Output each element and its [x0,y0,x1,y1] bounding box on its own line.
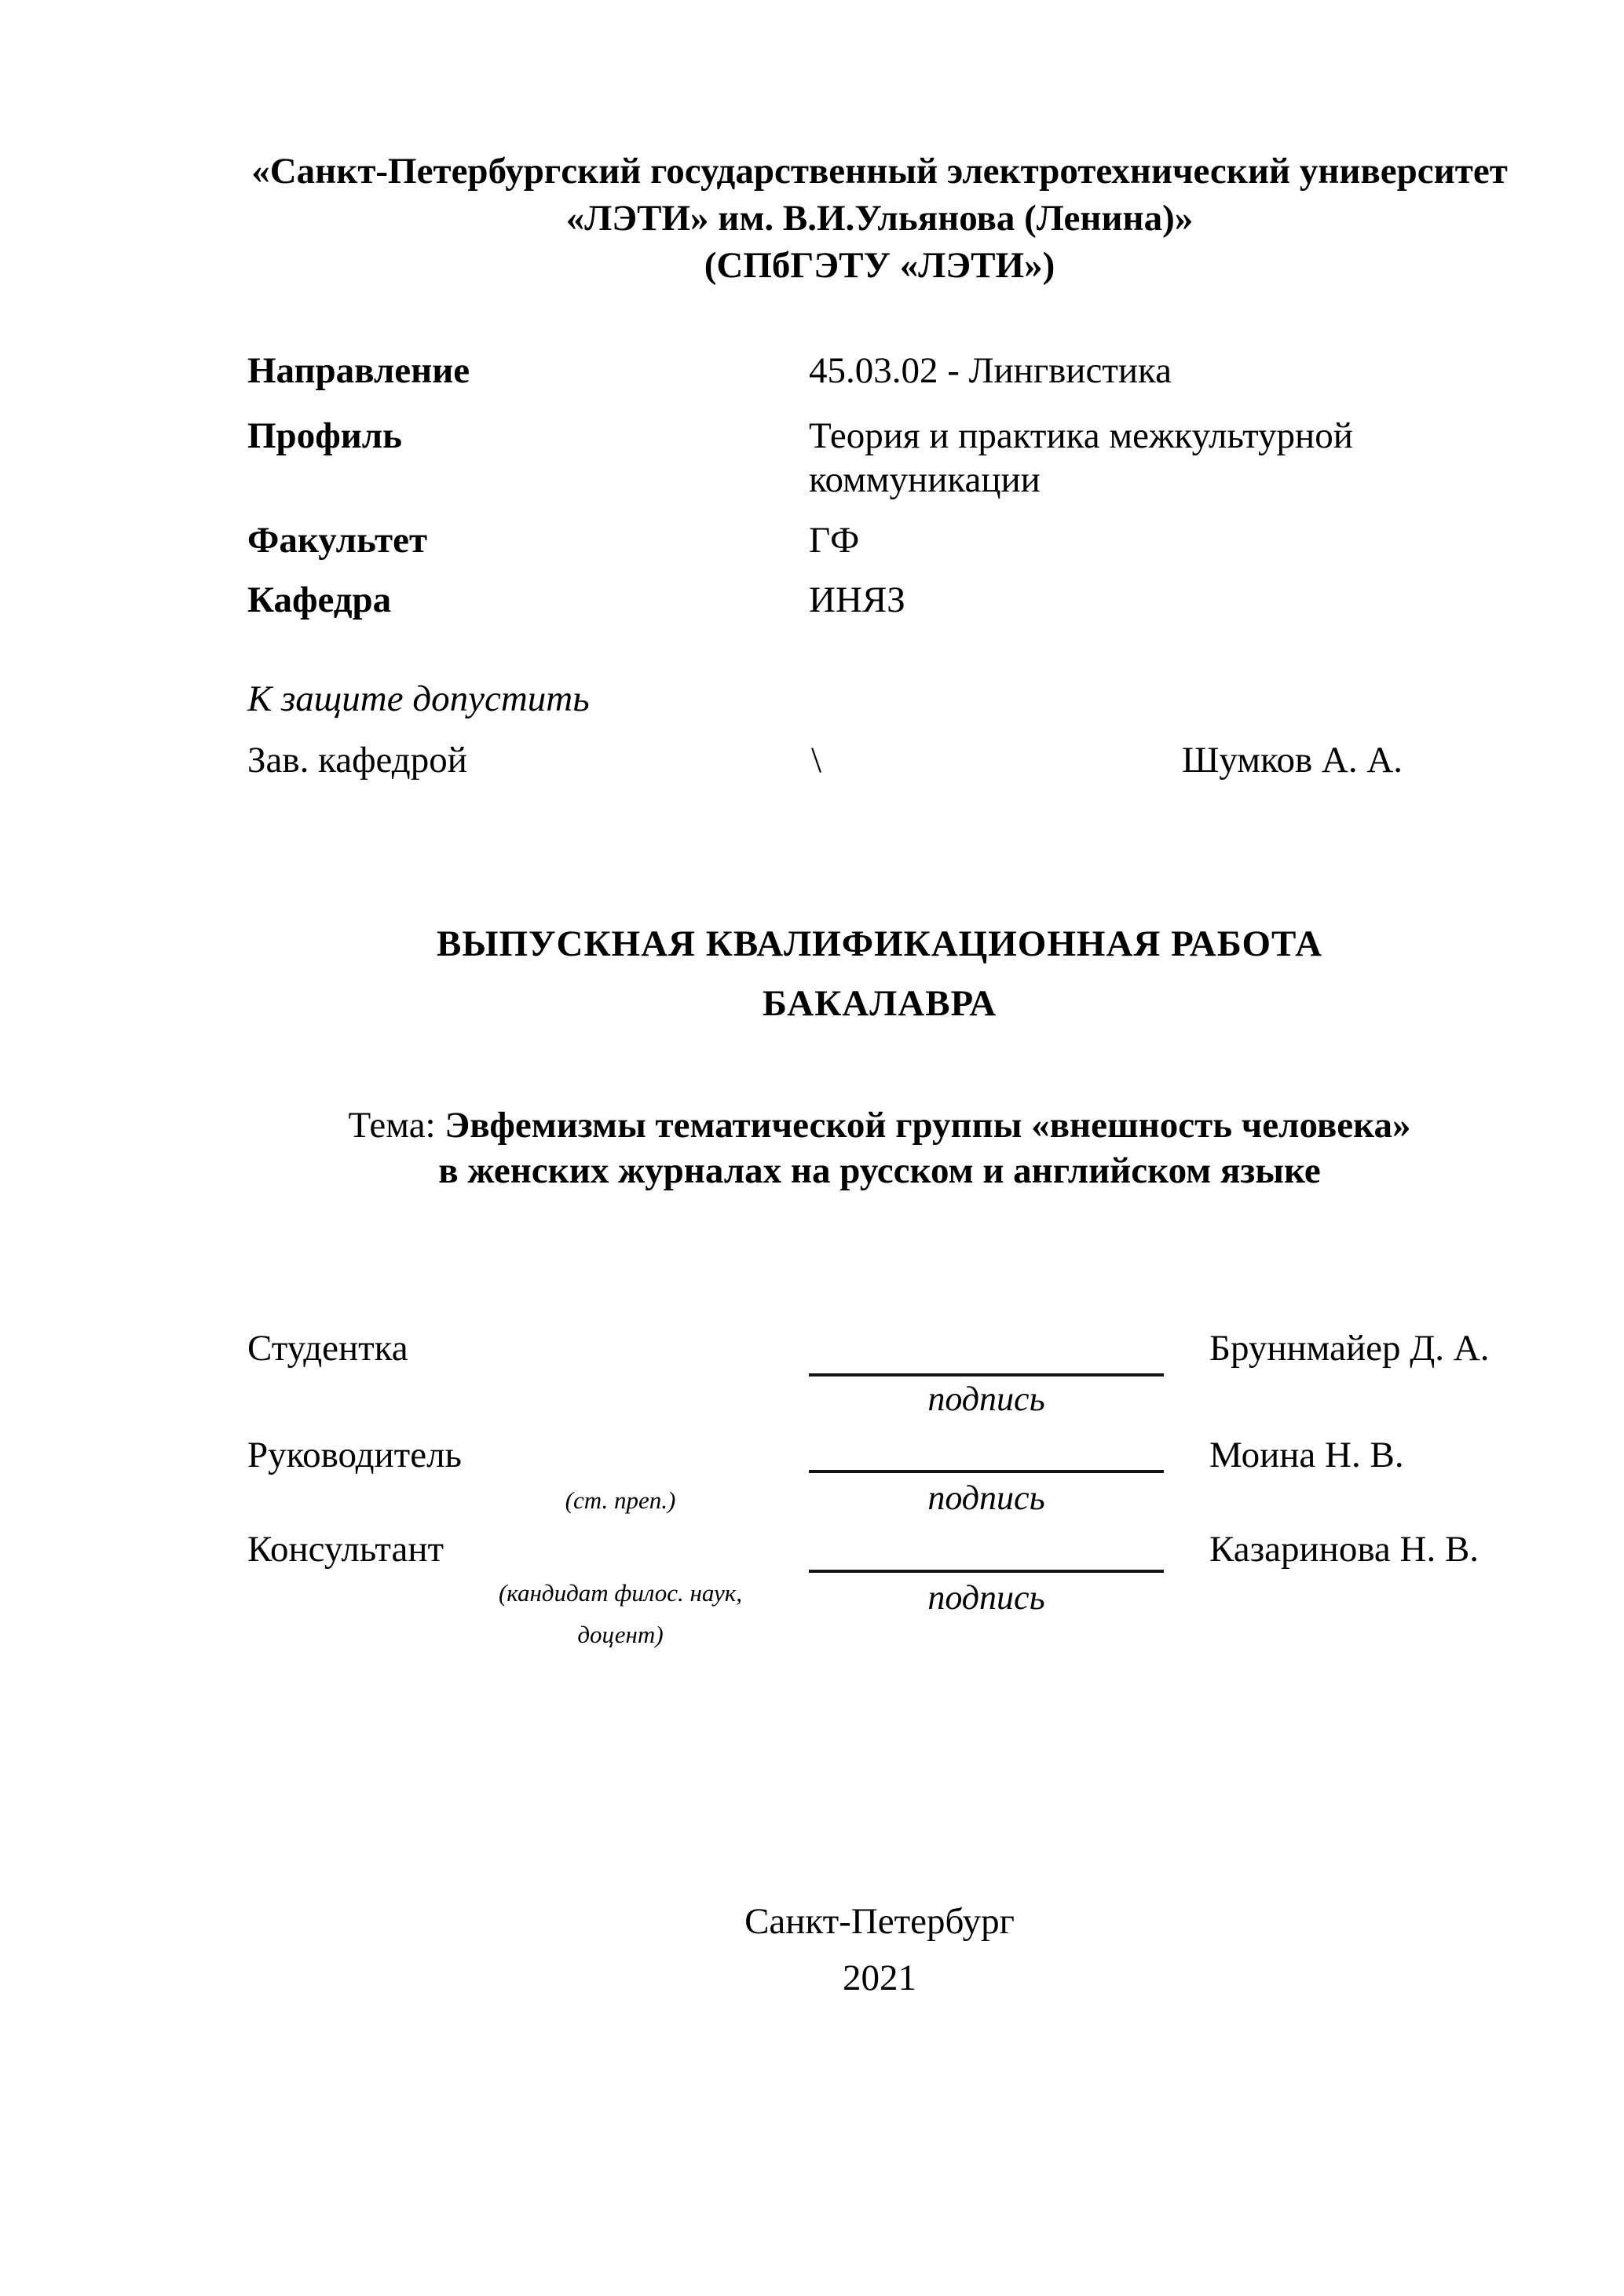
department-head-signature-slash: \ [811,740,822,781]
department-head-label: Зав. кафедрой [247,740,467,781]
department-head-name: Шумков А. А. [1182,740,1403,781]
admit-to-defense-line: К защите допустить [247,678,590,719]
field-value-profile-line1: Теория и практика межкультурной [809,415,1353,456]
signature-caption-supervisor: подпись [927,1479,1045,1517]
signature-line-consultant[interactable] [809,1570,1164,1573]
theme-prefix: Тема: [348,1105,445,1146]
university-abbreviation: (СПбГЭТУ «ЛЭТИ») [704,245,1055,286]
work-title-line1: ВЫПУСКНАЯ КВАЛИФИКАЦИОННАЯ РАБОТА [436,923,1323,964]
work-title-line2: БАКАЛАВРА [762,983,997,1024]
signature-degree-consultant-line2: доцент) [577,1621,664,1648]
field-label-department: Кафедра [247,579,392,620]
university-header [236,148,1523,289]
signature-degree-supervisor: (ст. преп.) [565,1486,676,1514]
signature-name-supervisor: Моина Н. В. [1209,1435,1404,1475]
signature-line-student[interactable] [809,1373,1164,1377]
signature-degree-consultant-line1: (кандидат филос. наук, [498,1579,743,1607]
university-name-line2: «ЛЭТИ» им. В.И.Ульянова (Ленина)» [565,198,1194,239]
field-value-direction: 45.03.02 - Лингвистика [809,350,1172,391]
signature-caption-student: подпись [927,1380,1045,1418]
field-label-profile: Профиль [247,415,403,456]
university-name-line1: «Санкт-Петербургский государственный электротехнический университет [251,151,1508,192]
field-value-faculty: ГФ [809,520,860,561]
signature-line-supervisor[interactable] [809,1470,1164,1473]
field-label-direction: Направление [247,350,470,391]
signature-role-consultant: Консультант [247,1529,444,1570]
signature-caption-consultant: подпись [927,1578,1045,1617]
theme-text-line2: в женских журналах на русском и английском языке [438,1150,1321,1191]
field-value-department: ИНЯЗ [809,579,905,620]
field-value-profile-line2: коммуникации [809,459,1041,500]
theme-line1 [236,1104,1523,1146]
signature-role-supervisor: Руководитель [247,1435,462,1475]
signature-name-student: Бруннмайер Д. А. [1209,1328,1490,1369]
footer-city: Санкт-Петербург [744,1901,1015,1942]
signature-name-consultant: Казаринова Н. В. [1209,1529,1480,1570]
signature-degree-consultant [487,1572,754,1655]
theme-text-line1: Эвфемизмы тематической группы «внешность человека» [444,1105,1411,1146]
footer-year: 2021 [843,1958,916,1998]
field-label-faculty: Факультет [247,520,428,561]
signature-role-student: Студентка [247,1328,408,1369]
